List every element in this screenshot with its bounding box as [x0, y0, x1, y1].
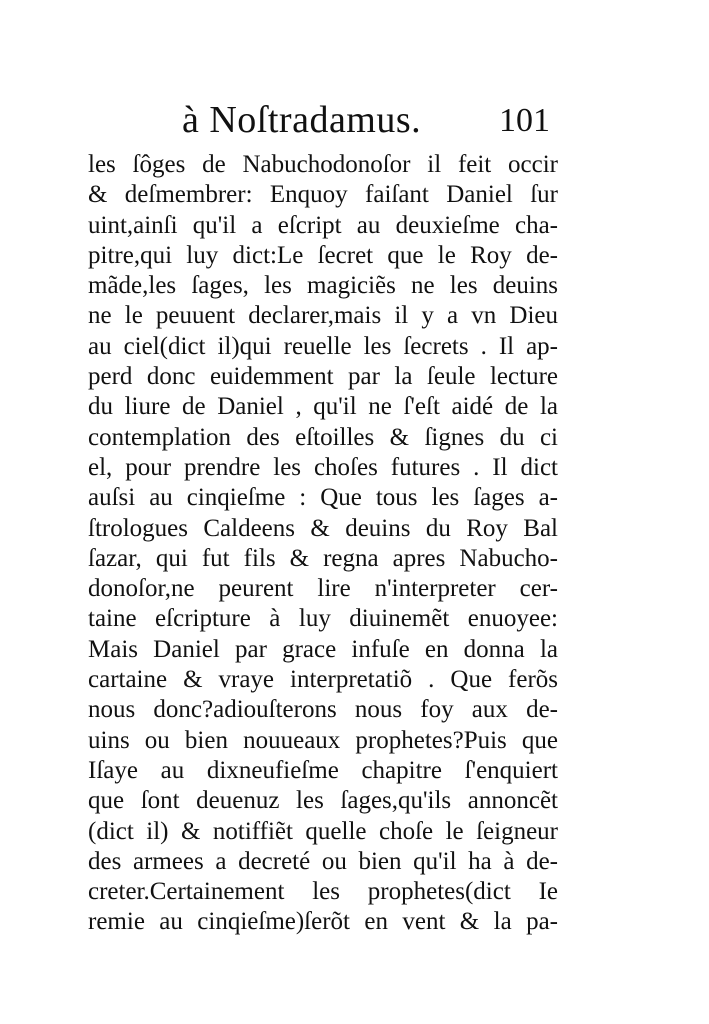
text-line: uins ou bien nouueaux prophetes?Puis que [88, 726, 558, 754]
text-line: que ſont deuenuz les ſages,qu'ils annoncẽt [88, 787, 558, 815]
text-line: les ſôges de Nabuchodonoſor il feit occir [88, 151, 558, 178]
text-line: donoſor,ne peurent lire n'interpreter cer- [88, 575, 558, 603]
text-line: ne le peuuent declarer,mais il y a vn Dieu [88, 302, 558, 330]
text-line: el, pour prendre les choſes futures . Il dict [88, 453, 558, 481]
text-line: uint,ainſi qu'il a eſcript au deuxieſme cha- [88, 211, 558, 239]
body-text [88, 150, 558, 938]
text-line: du liure de Daniel , qu'il ne ſ'eſt aidé de la [88, 393, 558, 421]
text-line: Mais Daniel par grace infuſe en donna la [88, 635, 558, 663]
text-line: au ciel(dict il)qui reuelle les ſecrets . Il ap- [88, 332, 558, 360]
text-line: nous donc?adiouſterons nous foy aux de- [88, 696, 558, 724]
text-line: auſsi au cinqieſme : Que tous les ſages a- [88, 484, 558, 512]
page-header [90, 98, 550, 148]
text-line: perd donc euidemment par la ſeule lecture [88, 363, 558, 391]
text-line: (dict il) & notiffiẽt quelle choſe le ſeigneur [88, 817, 558, 845]
text-line: pitre,qui luy dict:Le ſecret que le Roy de- [88, 241, 558, 269]
text-line: ſtrologues Caldeens & deuins du Roy Bal [88, 514, 558, 542]
text-line: creter.Certainement les prophetes(dict Ie [88, 878, 558, 906]
text-line: ſazar, qui fut fils & regna apres Nabucho- [88, 544, 558, 572]
text-line: mãde,les ſages, les magiciẽs ne les deuins [88, 272, 558, 300]
text-line: & deſmembrer: Enquoy faiſant Daniel ſur [88, 181, 558, 209]
text-line: taine eſcripture à luy diuinemẽt enuoyee: [88, 605, 558, 633]
page-number: 101 [499, 102, 550, 139]
text-line: cartaine & vraye interpretatiõ . Que ferõs [88, 666, 558, 694]
text-line: contemplation des eſtoilles & ſignes du ci [88, 423, 558, 451]
text-line: remie au cinqieſme)ſerõt en vent & la pa- [88, 908, 558, 936]
text-line: Iſaye au dixneufieſme chapitre ſ'enquiert [88, 756, 558, 784]
text-line: des armees a decreté ou bien qu'il ha à de- [88, 847, 558, 875]
running-title: à Noſtradamus. [182, 99, 422, 141]
